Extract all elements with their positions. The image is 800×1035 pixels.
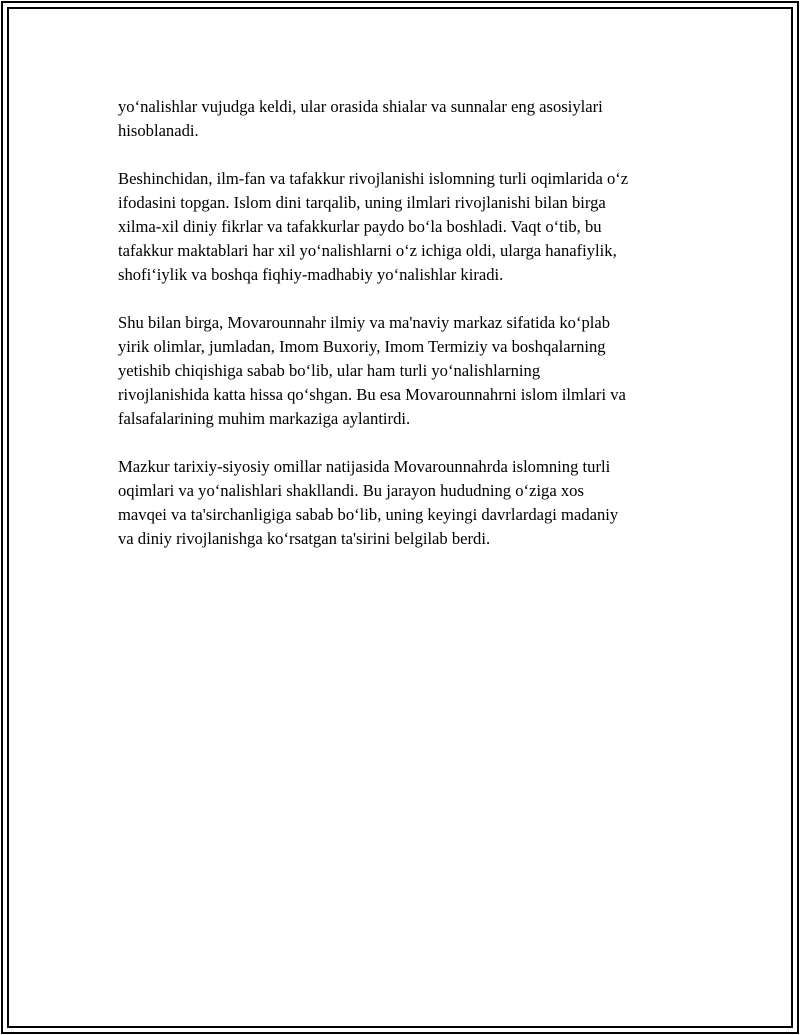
document-body bbox=[118, 95, 693, 575]
paragraph-3: Shu bilan birga, Movarounnahr ilmiy va ma'naviy markaz sifatida ko‘plab yirik olimlar, jumladan, Imom Buxoriy, Imom Termiziy va boshqalarning yetishib chiqishiga sabab bo‘lib, ular ham turli yo‘nalishlarning rivojlanishida katta hissa qo‘shgan. Bu esa Movarounnahrni islom ilmlari va falsafalarining muhim markaziga aylantirdi. bbox=[118, 313, 626, 428]
paragraph-1: yo‘nalishlar vujudga keldi, ular orasida shialar va sunnalar eng asosiylari hisoblanadi. bbox=[118, 97, 603, 140]
paragraph-4: Mazkur tarixiy-siyosiy omillar natijasida Movarounnahrda islomning turli oqimlari va yo‘nalishlari shakllandi. Bu jarayon hududning o‘ziga xos mavqei va ta'sirchanligiga sabab bo‘lib, uning keyingi davrlardagi madaniy va diniy rivojlanishga ko‘rsatgan ta'sirini belgilab berdi. bbox=[118, 457, 619, 548]
paragraph-2: Beshinchidan, ilm-fan va tafakkur rivojlanishi islomning turli oqimlarida o‘z ifodasini topgan. Islom dini tarqalib, uning ilmlari rivojlanishi bilan birga xilma-xil diniy fikrlar va tafakkurlar paydo bo‘la boshladi. Vaqt o‘tib, bu tafakkur maktablari har xil yo‘nalishlarni o‘z ichiga oldi, ularga hanafiylik, shofi‘iylik va boshqa fiqhiy-madhabiy yo‘nalishlar kiradi. bbox=[118, 169, 629, 284]
